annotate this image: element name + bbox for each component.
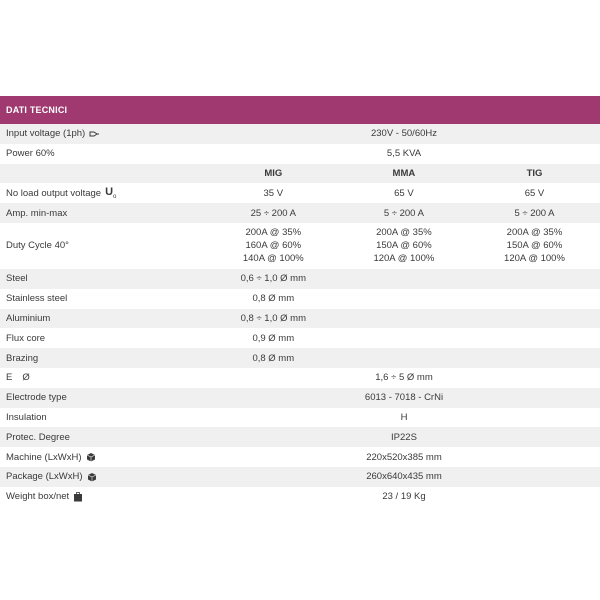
spec-label: No load output voltage — [6, 187, 102, 199]
spec-value-mma: 200A @ 35% 150A @ 60% 120A @ 100% — [373, 227, 435, 265]
package-box-icon — [87, 472, 97, 482]
plug-icon — [89, 129, 99, 139]
spec-row-brazing — [0, 348, 600, 368]
spec-value: 260x640x435 mm — [366, 471, 442, 483]
spec-row-amp — [0, 203, 600, 223]
spec-value: 230V - 50/60Hz — [370, 128, 437, 140]
column-header-mig: MIG — [264, 167, 283, 179]
spec-row-electrode-diameter — [0, 368, 600, 388]
spec-value-mig: 35 V — [263, 187, 284, 199]
spec-value-mig: 0,6 ÷ 1,0 Ø mm — [240, 273, 306, 285]
spec-value-mig: 0,9 Ø mm — [252, 332, 295, 344]
spec-value-mig: 0,8 ÷ 1,0 Ø mm — [240, 312, 306, 324]
spec-value-mig: 0,8 Ø mm — [252, 293, 295, 305]
spec-value: 1,6 ÷ 5 Ø mm — [375, 372, 433, 384]
column-header-mma: MMA — [392, 167, 416, 179]
spec-row-flux-core — [0, 328, 600, 348]
spec-label: Electrode type — [6, 392, 67, 404]
spec-label: E — [6, 372, 13, 384]
column-header-tig: TIG — [526, 167, 543, 179]
spec-value: 23 / 19 Kg — [382, 491, 426, 503]
spec-row-steel — [0, 269, 600, 289]
machine-box-icon — [86, 452, 96, 462]
spec-row-power — [0, 144, 600, 164]
process-column-headers — [0, 164, 600, 184]
spec-row-no-load-voltage — [0, 183, 600, 203]
spec-label: Machine (LxWxH) — [6, 451, 82, 463]
spec-value: 220x520x385 mm — [366, 451, 442, 463]
spec-value-mma: 65 V — [394, 187, 414, 199]
spec-value: H — [400, 411, 408, 423]
spec-label: Brazing — [6, 352, 39, 364]
weight-icon — [73, 492, 83, 502]
spec-label: Insulation — [6, 411, 47, 423]
section-header — [0, 96, 600, 124]
spec-label: Input voltage (1ph) — [6, 128, 86, 140]
spec-row-stainless — [0, 289, 600, 309]
spec-value-mig: 200A @ 35% 160A @ 60% 140A @ 100% — [242, 227, 304, 265]
spec-label: Steel — [6, 273, 28, 285]
spec-value-mig: 0,8 Ø mm — [252, 352, 295, 364]
spec-row-weight — [0, 487, 600, 507]
section-title: DATI TECNICI — [6, 105, 68, 115]
spec-row-duty-cycle — [0, 223, 600, 269]
spec-value-mma: 5 ÷ 200 A — [383, 207, 424, 219]
spec-row-aluminium — [0, 309, 600, 329]
spec-row-insulation — [0, 408, 600, 428]
spec-label: Weight box/net — [6, 491, 70, 503]
spec-value-tig: 5 ÷ 200 A — [514, 207, 555, 219]
u0-symbol: $U_o$ — [105, 186, 117, 201]
spec-label: Duty Cycle 40° — [6, 240, 69, 252]
spec-value-mig: 25 ÷ 200 A — [250, 207, 296, 219]
spec-value: IP22S — [391, 431, 417, 443]
spec-label: Stainless steel — [6, 293, 68, 305]
spec-value: 6013 - 7018 - CrNi — [364, 392, 444, 404]
spec-row-machine-dimensions — [0, 447, 600, 467]
spec-row-package-dimensions — [0, 467, 600, 487]
spec-row-input-voltage — [0, 124, 600, 144]
diameter-symbol: Ø — [22, 372, 30, 384]
spec-value: 5,5 KVA — [386, 148, 422, 160]
spec-label: Package (LxWxH) — [6, 471, 83, 483]
spec-label: Power 60% — [6, 148, 55, 160]
spec-row-protec-degree — [0, 427, 600, 447]
spec-label: Protec. Degree — [6, 431, 70, 443]
spec-row-electrode-type — [0, 388, 600, 408]
spec-value-tig: 200A @ 35% 150A @ 60% 120A @ 100% — [504, 227, 565, 265]
spec-label: Aluminium — [6, 312, 51, 324]
spec-label: Amp. min-max — [6, 207, 68, 219]
spec-label: Flux core — [6, 332, 46, 344]
spec-value-tig: 65 V — [524, 187, 545, 199]
spec-sheet — [0, 96, 600, 507]
